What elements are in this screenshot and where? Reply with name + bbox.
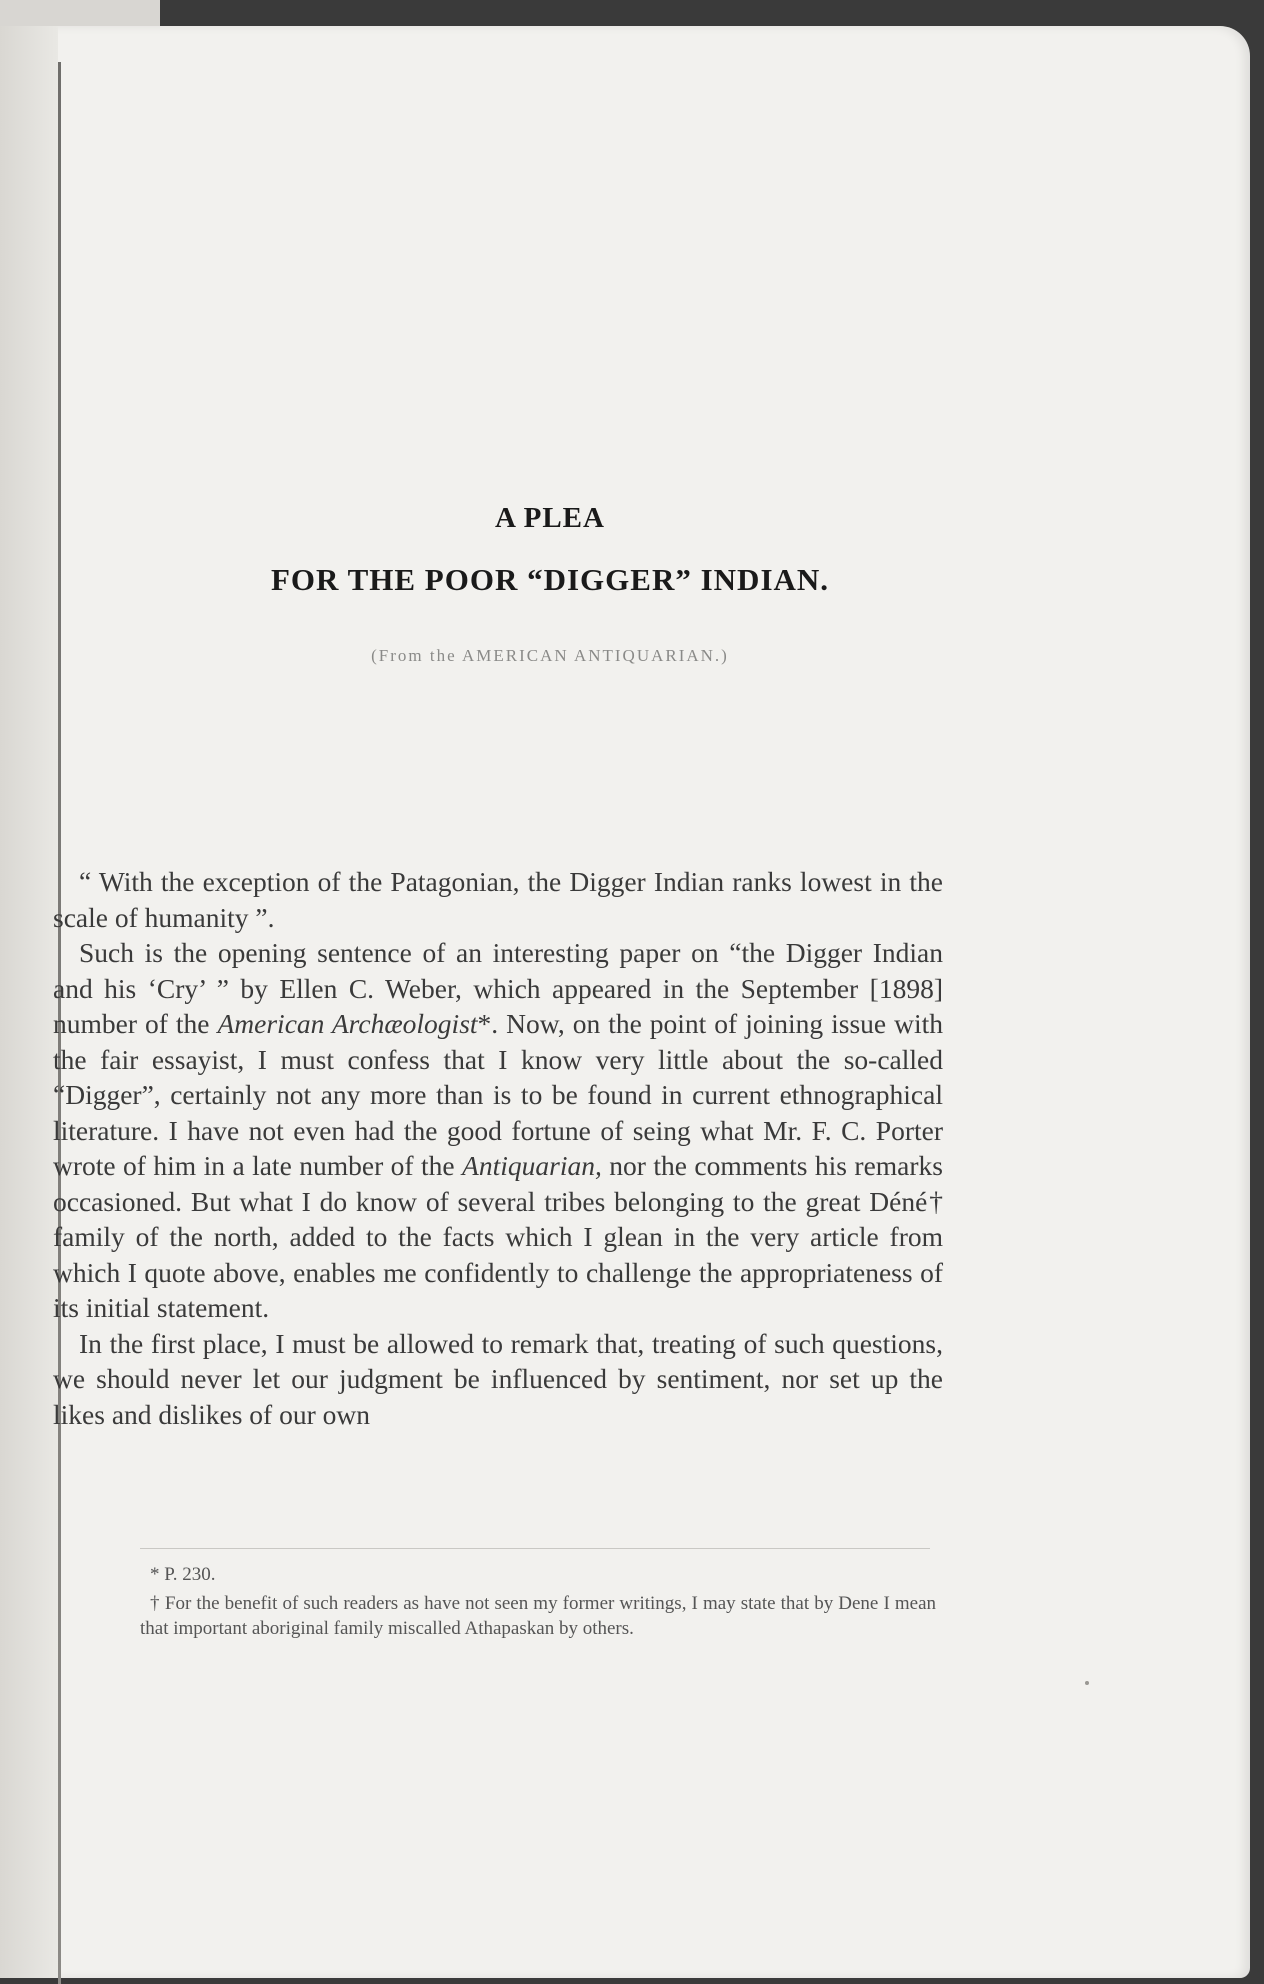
spine-shadow [0, 26, 58, 1978]
paper-speck [1085, 1681, 1089, 1685]
journal-title-antiquarian: Antiquarian, [462, 1150, 602, 1181]
paragraph-2-text-c: nor the comments his remarks occasioned. But what I do know of several tribes belonging to the great Déné† family of the north, added to the facts which I glean in the very article from which I quote above, enables me confidently to challenge the appropriateness of its initial statement. [53, 1150, 943, 1323]
article-title-line-2: FOR THE POOR “DIGGER” INDIAN. [270, 562, 830, 597]
paragraph-2 [53, 935, 943, 1326]
book-page [0, 26, 1250, 1978]
footnote-1: * P. 230. [150, 1564, 216, 1585]
paragraph-2-text-a: Such is the opening sentence of an interesting paper on “the Digger Indian and his ‘Cry’ ” by Ellen C. Weber, which appeared in the September [1898] number of the [53, 937, 943, 1039]
paragraph-2-text-b: *. Now, on the point of joining issue with the fair essayist, I must confess that I know very little about the so-called “Digger”, certainly not any more than is to be found in current ethnographical literature. I have not even had the good fortune of seing what Mr. F. C. Porter wrote of him in a late number of the [53, 1008, 943, 1181]
source-note: (From the AMERICAN ANTIQUARIAN.) [371, 646, 729, 665]
paragraph-1: “ With the exception of the Patagonian, the Digger Indian ranks lowest in the scale of humanity ”. [53, 866, 943, 933]
article-title-line-1: A PLEA [495, 502, 605, 534]
footnotes [140, 1562, 936, 1641]
article-body [53, 864, 943, 1432]
journal-title-archaeologist: American Archæologist [217, 1008, 478, 1039]
paragraph-3: In the first place, I must be allowed to remark that, treating of such questions, we should never let our judgment be influenced by sentiment, nor set up the likes and dislikes of our own [53, 1327, 943, 1430]
footnote-2: † For the benefit of such readers as have not seen my former writings, I may state that by Dene I mean that important aboriginal family miscalled Athapaskan by others. [140, 1593, 936, 1639]
footnote-divider [140, 1548, 930, 1549]
